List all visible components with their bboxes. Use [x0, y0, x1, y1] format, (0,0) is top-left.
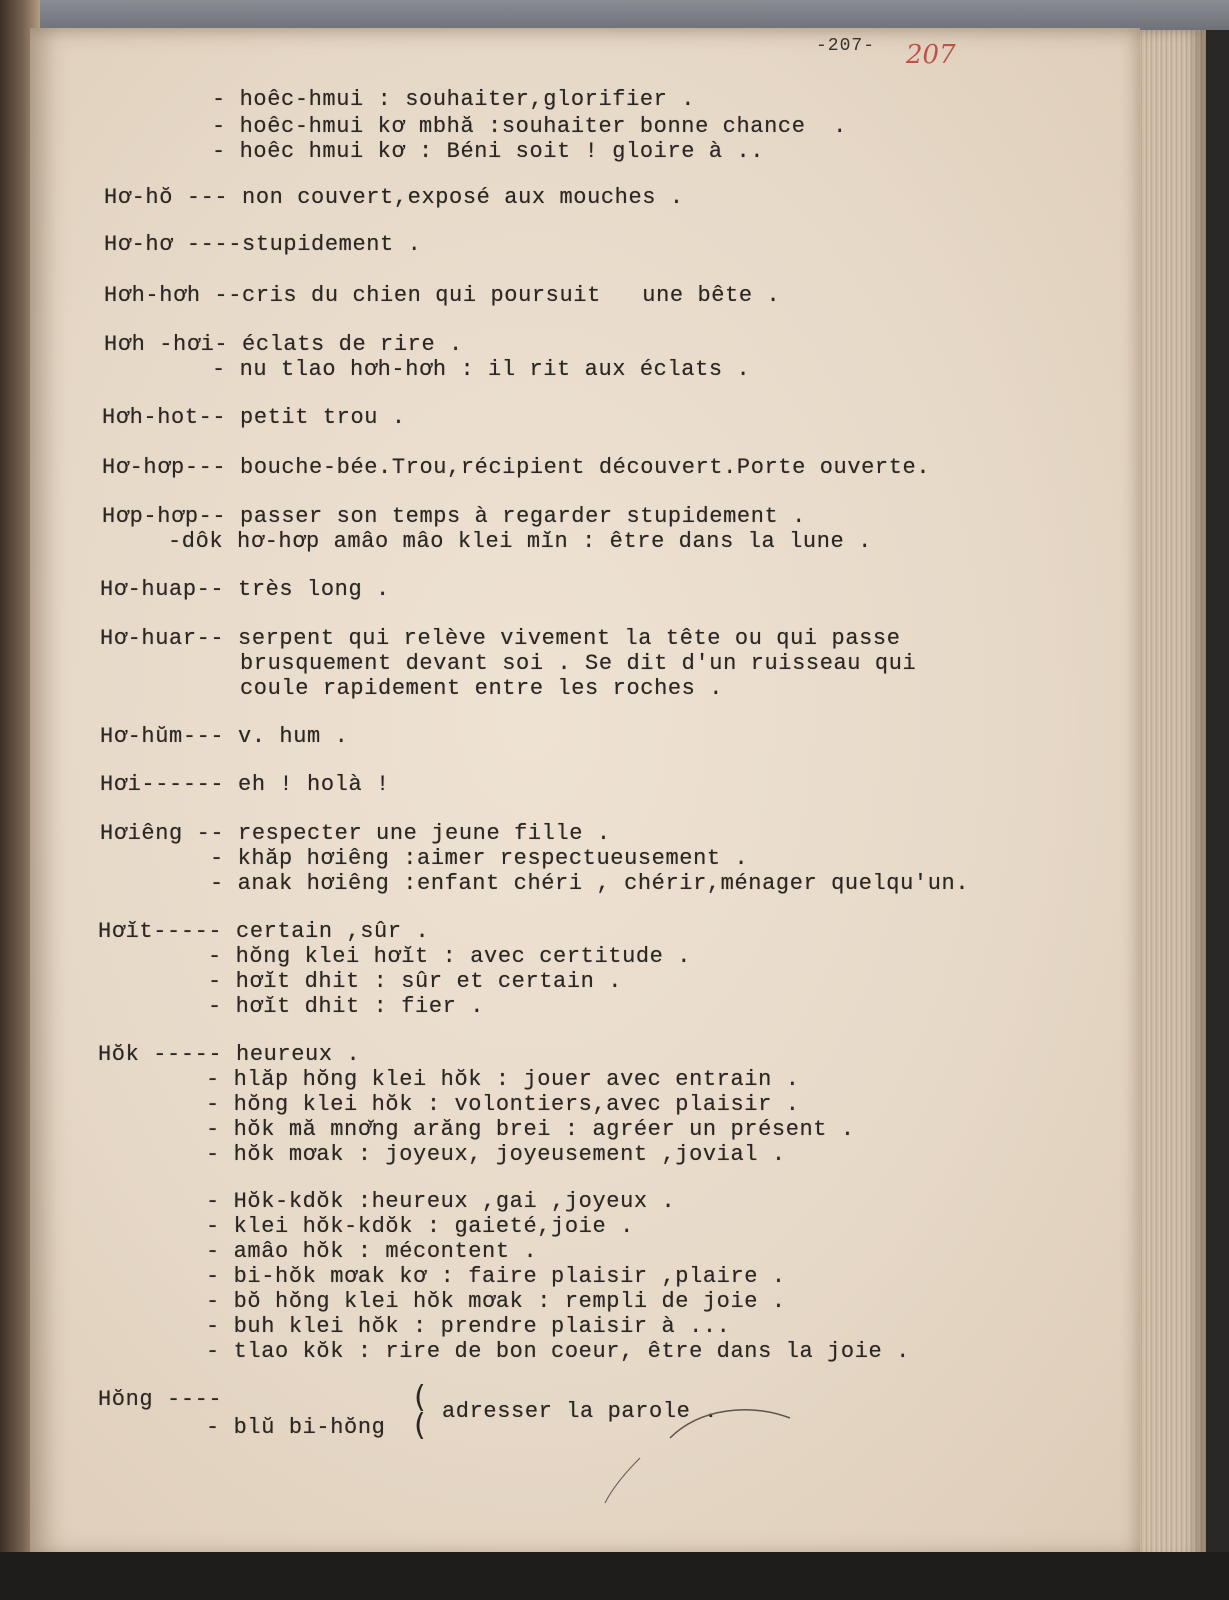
entry-line: - hơĭt dhit : sûr et certain . [208, 969, 623, 994]
entry-line: - bi-hŏk mơak kơ : faire plaisir ,plaire . [206, 1264, 786, 1289]
entry-line: - hoêc-hmui : souhaiter,glorifier . [212, 87, 696, 112]
entry-line: - buh klei hŏk : prendre plaisir à ... [206, 1314, 731, 1339]
entry-headword-line: Hŏk ----- heureux . [98, 1042, 361, 1067]
entry-headword-line: Hơh-hot-- petit trou . [102, 405, 406, 430]
entry-headword-line: Hơ-hŏ --- non couvert,exposé aux mouches . [104, 185, 684, 210]
entry-line: adresser la parole . [442, 1399, 719, 1424]
typed-page-number: -207- [816, 36, 876, 56]
entry-headword-line: Hơ-hŭm--- v. hum . [100, 724, 349, 749]
entry-line: - hlăp hŏng klei hŏk : jouer avec entrain . [206, 1067, 800, 1092]
entry-line: -dôk hơ-hơp amâo mâo klei mĭn : être dans la lune . [168, 529, 872, 554]
background-surface-bottom [0, 1552, 1229, 1600]
entry-line: - hơĭt dhit : fier . [208, 994, 485, 1019]
entry-headword-line: Hơ-hơ ----stupidement . [104, 232, 422, 257]
entry-line: - nu tlao hơh-hơh : il rit aux éclats . [212, 357, 751, 382]
entry-line: - hoêc-hmui kơ mbhă :souhaiter bonne chance . [212, 114, 847, 139]
entry-headword-line: Hơĭt----- certain ,sûr . [98, 919, 430, 944]
entry-continuation-line: coule rapidement entre les roches . [240, 676, 724, 701]
entry-line: - hŏk mơak : joyeux, joyeusement ,jovial . [206, 1142, 786, 1167]
entry-headword-line: Hơiêng -- respecter une jeune fille . [100, 821, 611, 846]
entry-line: - klei hŏk-kdŏk : gaieté,joie . [206, 1214, 634, 1239]
entry-line: - Hŏk-kdŏk :heureux ,gai ,joyeux . [206, 1189, 676, 1214]
brace-mark: ( [414, 1408, 426, 1443]
handwritten-page-number: 207 [906, 40, 956, 70]
entry-line: - hŏng klei hŏk : volontiers,avec plaisir . [206, 1092, 800, 1117]
entry-continuation-line: brusquement devant soi . Se dit d'un ruisseau qui [240, 651, 917, 676]
entry-line: - hŏk mă mnơ̆ng arăng brei : agréer un présent . [206, 1117, 855, 1142]
entry-headword-line: Hơh-hơh --cris du chien qui poursuit une bête . [104, 283, 781, 308]
entry-headword-line: Hơi------ eh ! holà ! [100, 772, 390, 797]
entry-line: - amâo hŏk : mécontent . [206, 1239, 538, 1264]
entry-headword-line: Hơ-huar-- serpent qui relève vivement la tête ou qui passe [100, 626, 901, 651]
entry-headword-line: Hơh -hơi- éclats de rire . [104, 332, 463, 357]
entry-line: - hŏng klei hơĭt : avec certitude . [208, 944, 692, 969]
entry-headword-line: Hơ-huap-- très long . [100, 577, 390, 602]
entry-headword-line: Hơp-hơp-- passer son temps à regarder stupidement . [102, 504, 806, 529]
entry-line: - tlao kŏk : rire de bon coeur, être dans la joie . [206, 1339, 910, 1364]
entry-headword-line: Hơ-hơp--- bouche-bée.Trou,récipient découvert.Porte ouverte. [102, 455, 931, 480]
brace-mark: ( [414, 1380, 426, 1415]
entry-line: - anak hơiêng :enfant chéri , chérir,ménager quelqu'un. [210, 871, 970, 896]
entry-line: - hoêc hmui kơ : Béni soit ! gloire à .. [212, 139, 765, 164]
background-surface [0, 0, 1229, 30]
entry-headword-line: Hŏng ---- [98, 1387, 223, 1412]
entry-line: - bŏ hŏng klei hŏk mơak : rempli de joie . [206, 1289, 786, 1314]
entry-line: - blŭ bi-hŏng [206, 1415, 386, 1440]
entry-line: - khăp hơiêng :aimer respectueusement . [210, 846, 749, 871]
